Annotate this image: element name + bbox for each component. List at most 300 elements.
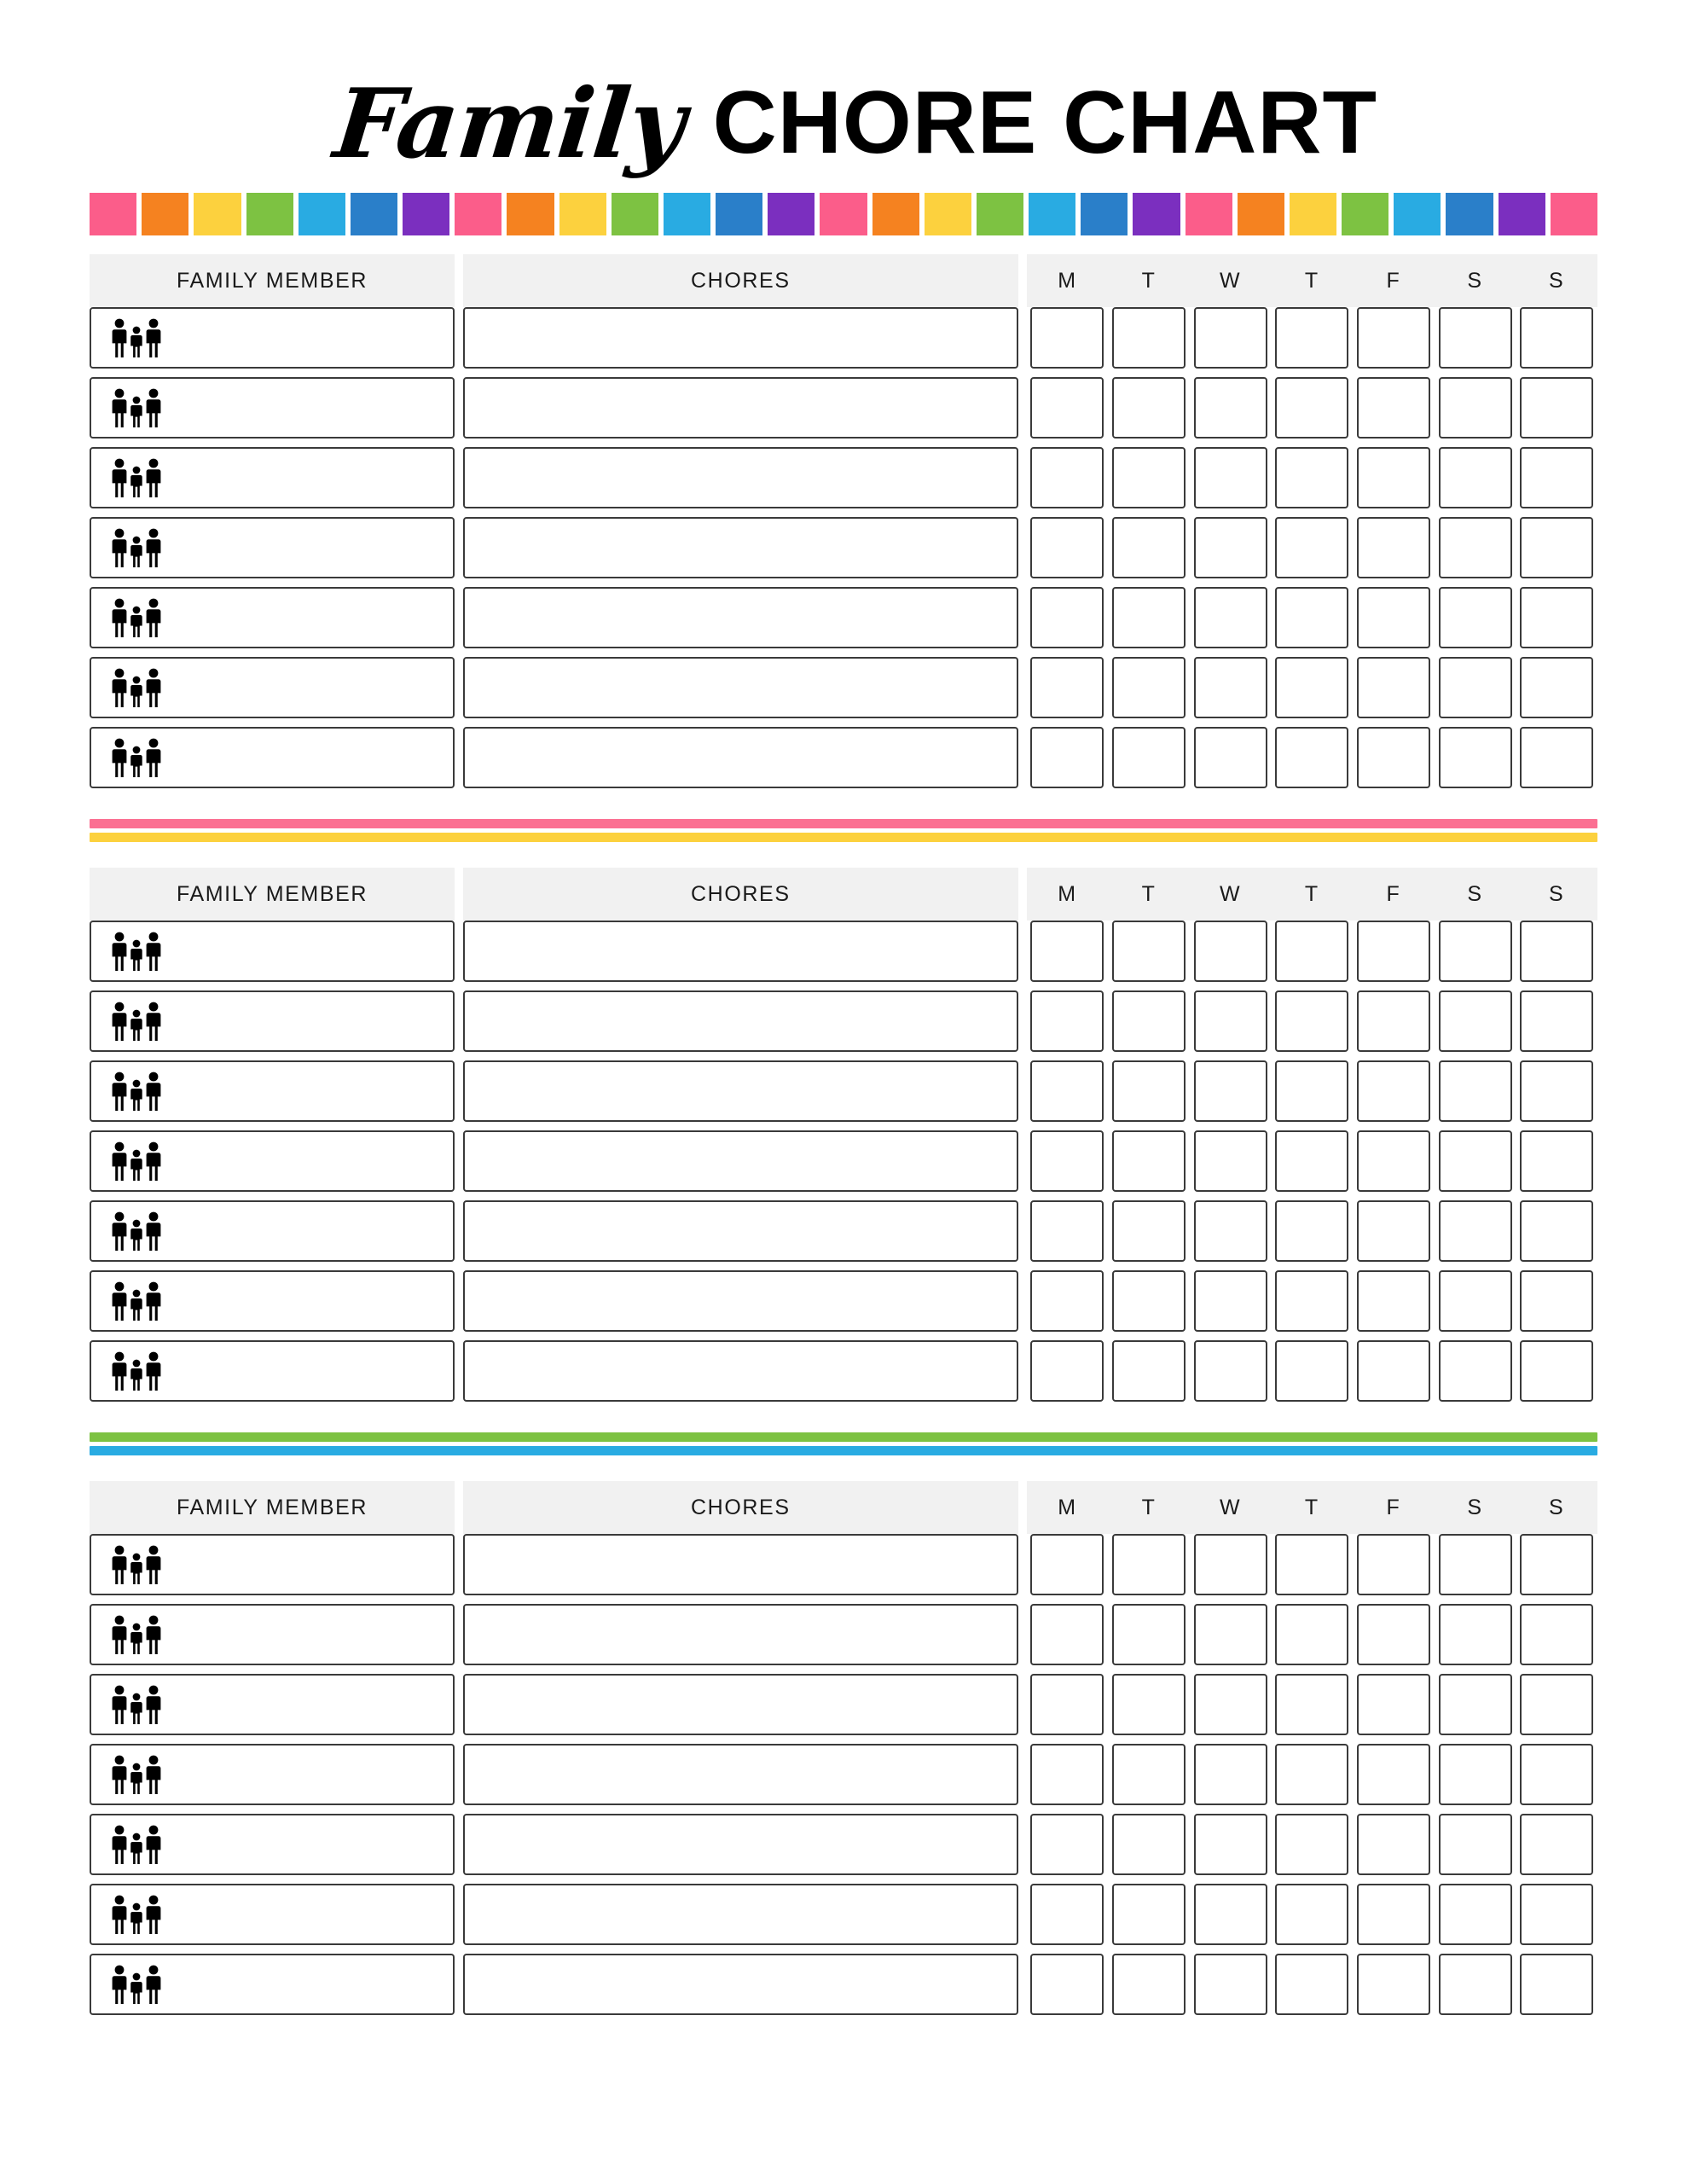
day-checkbox[interactable] bbox=[1357, 1814, 1430, 1875]
day-checkbox-cell[interactable] bbox=[1190, 1340, 1272, 1410]
day-checkbox[interactable] bbox=[1275, 1884, 1348, 1945]
day-checkbox-cell[interactable] bbox=[1108, 1340, 1190, 1410]
day-checkbox-cell[interactable] bbox=[1353, 657, 1435, 727]
chore-cell[interactable] bbox=[463, 1814, 1018, 1884]
day-checkbox[interactable] bbox=[1112, 990, 1186, 1052]
day-checkbox-cell[interactable] bbox=[1108, 377, 1190, 447]
day-checkbox[interactable] bbox=[1112, 1954, 1186, 2015]
day-checkbox-cell[interactable] bbox=[1108, 1130, 1190, 1200]
family-member-cell[interactable] bbox=[90, 1200, 455, 1270]
day-checkbox-cell[interactable] bbox=[1271, 1744, 1353, 1814]
day-checkbox-cell[interactable] bbox=[1190, 517, 1272, 587]
day-checkbox-cell[interactable] bbox=[1516, 921, 1597, 990]
day-checkbox-cell[interactable] bbox=[1516, 1604, 1597, 1674]
day-checkbox-cell[interactable] bbox=[1353, 1674, 1435, 1744]
day-checkbox[interactable] bbox=[1439, 657, 1512, 718]
day-checkbox-cell[interactable] bbox=[1027, 1954, 1109, 2024]
chore-cell[interactable] bbox=[463, 1674, 1018, 1744]
day-checkbox-cell[interactable] bbox=[1190, 657, 1272, 727]
day-checkbox-cell[interactable] bbox=[1435, 307, 1516, 377]
chore-cell[interactable] bbox=[463, 657, 1018, 727]
family-member-cell[interactable] bbox=[90, 307, 455, 377]
day-checkbox-cell[interactable] bbox=[1516, 1200, 1597, 1270]
day-checkbox-cell[interactable] bbox=[1108, 1744, 1190, 1814]
day-checkbox[interactable] bbox=[1357, 307, 1430, 369]
day-checkbox[interactable] bbox=[1439, 1200, 1512, 1262]
day-checkbox-cell[interactable] bbox=[1435, 657, 1516, 727]
day-checkbox-cell[interactable] bbox=[1516, 517, 1597, 587]
day-checkbox[interactable] bbox=[1357, 1744, 1430, 1805]
day-checkbox-cell[interactable] bbox=[1027, 587, 1109, 657]
day-checkbox-cell[interactable] bbox=[1435, 727, 1516, 797]
day-checkbox[interactable] bbox=[1439, 517, 1512, 578]
chore-cell[interactable] bbox=[463, 727, 1018, 797]
day-checkbox[interactable] bbox=[1275, 1744, 1348, 1805]
day-checkbox[interactable] bbox=[1030, 1674, 1104, 1735]
chore-cell[interactable] bbox=[463, 921, 1018, 990]
day-checkbox-cell[interactable] bbox=[1027, 517, 1109, 587]
day-checkbox[interactable] bbox=[1194, 1060, 1267, 1122]
day-checkbox-cell[interactable] bbox=[1435, 1744, 1516, 1814]
day-checkbox[interactable] bbox=[1030, 1130, 1104, 1192]
day-checkbox[interactable] bbox=[1030, 1060, 1104, 1122]
day-checkbox-cell[interactable] bbox=[1435, 1340, 1516, 1410]
day-checkbox-cell[interactable] bbox=[1435, 1130, 1516, 1200]
day-checkbox-cell[interactable] bbox=[1353, 1200, 1435, 1270]
day-checkbox-cell[interactable] bbox=[1353, 1534, 1435, 1604]
day-checkbox-cell[interactable] bbox=[1271, 1130, 1353, 1200]
day-checkbox[interactable] bbox=[1194, 447, 1267, 508]
day-checkbox-cell[interactable] bbox=[1108, 1060, 1190, 1130]
day-checkbox-cell[interactable] bbox=[1435, 377, 1516, 447]
day-checkbox[interactable] bbox=[1439, 921, 1512, 982]
day-checkbox[interactable] bbox=[1520, 1060, 1593, 1122]
day-checkbox-cell[interactable] bbox=[1027, 727, 1109, 797]
day-checkbox-cell[interactable] bbox=[1516, 1270, 1597, 1340]
day-checkbox[interactable] bbox=[1439, 1340, 1512, 1402]
day-checkbox-cell[interactable] bbox=[1108, 1604, 1190, 1674]
day-checkbox[interactable] bbox=[1357, 657, 1430, 718]
day-checkbox-cell[interactable] bbox=[1516, 447, 1597, 517]
day-checkbox[interactable] bbox=[1439, 447, 1512, 508]
day-checkbox[interactable] bbox=[1275, 517, 1348, 578]
family-member-cell[interactable] bbox=[90, 1674, 455, 1744]
day-checkbox-cell[interactable] bbox=[1516, 727, 1597, 797]
day-checkbox[interactable] bbox=[1194, 990, 1267, 1052]
day-checkbox[interactable] bbox=[1194, 1534, 1267, 1595]
day-checkbox-cell[interactable] bbox=[1027, 1884, 1109, 1954]
day-checkbox[interactable] bbox=[1194, 1674, 1267, 1735]
day-checkbox-cell[interactable] bbox=[1435, 990, 1516, 1060]
day-checkbox[interactable] bbox=[1357, 1340, 1430, 1402]
chore-cell[interactable] bbox=[463, 1744, 1018, 1814]
family-member-cell[interactable] bbox=[90, 517, 455, 587]
day-checkbox[interactable] bbox=[1520, 657, 1593, 718]
day-checkbox[interactable] bbox=[1357, 1954, 1430, 2015]
day-checkbox-cell[interactable] bbox=[1027, 1060, 1109, 1130]
day-checkbox[interactable] bbox=[1357, 1200, 1430, 1262]
day-checkbox-cell[interactable] bbox=[1108, 517, 1190, 587]
family-member-cell[interactable] bbox=[90, 1060, 455, 1130]
day-checkbox[interactable] bbox=[1030, 447, 1104, 508]
day-checkbox[interactable] bbox=[1112, 447, 1186, 508]
day-checkbox-cell[interactable] bbox=[1516, 377, 1597, 447]
family-member-cell[interactable] bbox=[90, 1130, 455, 1200]
chore-cell[interactable] bbox=[463, 1604, 1018, 1674]
day-checkbox[interactable] bbox=[1194, 1200, 1267, 1262]
day-checkbox[interactable] bbox=[1439, 1270, 1512, 1332]
day-checkbox[interactable] bbox=[1520, 447, 1593, 508]
day-checkbox-cell[interactable] bbox=[1271, 1534, 1353, 1604]
day-checkbox[interactable] bbox=[1275, 1060, 1348, 1122]
day-checkbox[interactable] bbox=[1030, 1954, 1104, 2015]
day-checkbox[interactable] bbox=[1112, 1270, 1186, 1332]
day-checkbox[interactable] bbox=[1194, 517, 1267, 578]
day-checkbox[interactable] bbox=[1194, 1270, 1267, 1332]
day-checkbox[interactable] bbox=[1520, 1604, 1593, 1665]
day-checkbox[interactable] bbox=[1357, 377, 1430, 439]
day-checkbox-cell[interactable] bbox=[1190, 1884, 1272, 1954]
day-checkbox[interactable] bbox=[1520, 1270, 1593, 1332]
day-checkbox-cell[interactable] bbox=[1435, 1604, 1516, 1674]
day-checkbox[interactable] bbox=[1275, 990, 1348, 1052]
day-checkbox-cell[interactable] bbox=[1108, 1674, 1190, 1744]
day-checkbox-cell[interactable] bbox=[1353, 1884, 1435, 1954]
day-checkbox[interactable] bbox=[1357, 587, 1430, 648]
day-checkbox-cell[interactable] bbox=[1353, 1270, 1435, 1340]
day-checkbox[interactable] bbox=[1275, 921, 1348, 982]
day-checkbox[interactable] bbox=[1030, 517, 1104, 578]
day-checkbox[interactable] bbox=[1194, 1884, 1267, 1945]
chore-cell[interactable] bbox=[463, 377, 1018, 447]
day-checkbox[interactable] bbox=[1357, 1534, 1430, 1595]
day-checkbox-cell[interactable] bbox=[1027, 990, 1109, 1060]
day-checkbox-cell[interactable] bbox=[1353, 1130, 1435, 1200]
day-checkbox-cell[interactable] bbox=[1435, 1884, 1516, 1954]
day-checkbox[interactable] bbox=[1439, 1060, 1512, 1122]
chore-cell[interactable] bbox=[463, 1200, 1018, 1270]
family-member-cell[interactable] bbox=[90, 1270, 455, 1340]
day-checkbox[interactable] bbox=[1357, 1060, 1430, 1122]
day-checkbox[interactable] bbox=[1275, 1270, 1348, 1332]
day-checkbox[interactable] bbox=[1112, 1534, 1186, 1595]
family-member-cell[interactable] bbox=[90, 990, 455, 1060]
day-checkbox[interactable] bbox=[1194, 377, 1267, 439]
day-checkbox-cell[interactable] bbox=[1516, 1060, 1597, 1130]
day-checkbox-cell[interactable] bbox=[1271, 377, 1353, 447]
day-checkbox-cell[interactable] bbox=[1516, 1674, 1597, 1744]
day-checkbox-cell[interactable] bbox=[1435, 1200, 1516, 1270]
day-checkbox-cell[interactable] bbox=[1353, 727, 1435, 797]
day-checkbox-cell[interactable] bbox=[1271, 447, 1353, 517]
day-checkbox[interactable] bbox=[1275, 377, 1348, 439]
day-checkbox-cell[interactable] bbox=[1108, 1884, 1190, 1954]
day-checkbox[interactable] bbox=[1520, 1534, 1593, 1595]
day-checkbox-cell[interactable] bbox=[1516, 1954, 1597, 2024]
day-checkbox[interactable] bbox=[1439, 377, 1512, 439]
day-checkbox-cell[interactable] bbox=[1435, 921, 1516, 990]
day-checkbox-cell[interactable] bbox=[1271, 990, 1353, 1060]
day-checkbox[interactable] bbox=[1357, 447, 1430, 508]
day-checkbox[interactable] bbox=[1194, 1814, 1267, 1875]
day-checkbox[interactable] bbox=[1520, 1340, 1593, 1402]
day-checkbox[interactable] bbox=[1030, 587, 1104, 648]
day-checkbox[interactable] bbox=[1520, 1884, 1593, 1945]
family-member-cell[interactable] bbox=[90, 1954, 455, 2024]
day-checkbox-cell[interactable] bbox=[1027, 1604, 1109, 1674]
day-checkbox-cell[interactable] bbox=[1271, 1200, 1353, 1270]
day-checkbox-cell[interactable] bbox=[1027, 447, 1109, 517]
day-checkbox[interactable] bbox=[1520, 727, 1593, 788]
day-checkbox[interactable] bbox=[1439, 1534, 1512, 1595]
day-checkbox-cell[interactable] bbox=[1435, 1060, 1516, 1130]
day-checkbox-cell[interactable] bbox=[1190, 447, 1272, 517]
day-checkbox[interactable] bbox=[1357, 1130, 1430, 1192]
chore-cell[interactable] bbox=[463, 1534, 1018, 1604]
day-checkbox[interactable] bbox=[1030, 1744, 1104, 1805]
day-checkbox-cell[interactable] bbox=[1190, 1534, 1272, 1604]
day-checkbox-cell[interactable] bbox=[1516, 1340, 1597, 1410]
day-checkbox-cell[interactable] bbox=[1108, 1534, 1190, 1604]
day-checkbox[interactable] bbox=[1520, 377, 1593, 439]
day-checkbox[interactable] bbox=[1275, 657, 1348, 718]
day-checkbox-cell[interactable] bbox=[1190, 727, 1272, 797]
family-member-cell[interactable] bbox=[90, 921, 455, 990]
day-checkbox-cell[interactable] bbox=[1516, 1534, 1597, 1604]
day-checkbox[interactable] bbox=[1357, 1884, 1430, 1945]
day-checkbox-cell[interactable] bbox=[1435, 1270, 1516, 1340]
day-checkbox[interactable] bbox=[1112, 587, 1186, 648]
day-checkbox[interactable] bbox=[1194, 307, 1267, 369]
day-checkbox-cell[interactable] bbox=[1190, 921, 1272, 990]
day-checkbox-cell[interactable] bbox=[1027, 1130, 1109, 1200]
day-checkbox-cell[interactable] bbox=[1027, 1270, 1109, 1340]
day-checkbox[interactable] bbox=[1112, 1340, 1186, 1402]
day-checkbox[interactable] bbox=[1112, 1884, 1186, 1945]
day-checkbox[interactable] bbox=[1357, 1270, 1430, 1332]
day-checkbox-cell[interactable] bbox=[1271, 727, 1353, 797]
day-checkbox-cell[interactable] bbox=[1027, 1200, 1109, 1270]
day-checkbox[interactable] bbox=[1439, 1814, 1512, 1875]
day-checkbox[interactable] bbox=[1275, 1200, 1348, 1262]
day-checkbox[interactable] bbox=[1194, 1744, 1267, 1805]
day-checkbox-cell[interactable] bbox=[1353, 1340, 1435, 1410]
day-checkbox[interactable] bbox=[1439, 1130, 1512, 1192]
day-checkbox[interactable] bbox=[1112, 1674, 1186, 1735]
day-checkbox[interactable] bbox=[1439, 1674, 1512, 1735]
day-checkbox[interactable] bbox=[1112, 1060, 1186, 1122]
day-checkbox[interactable] bbox=[1357, 921, 1430, 982]
day-checkbox[interactable] bbox=[1112, 727, 1186, 788]
day-checkbox-cell[interactable] bbox=[1435, 447, 1516, 517]
day-checkbox-cell[interactable] bbox=[1190, 1130, 1272, 1200]
day-checkbox[interactable] bbox=[1357, 1604, 1430, 1665]
day-checkbox-cell[interactable] bbox=[1108, 447, 1190, 517]
day-checkbox[interactable] bbox=[1030, 377, 1104, 439]
day-checkbox[interactable] bbox=[1439, 587, 1512, 648]
day-checkbox[interactable] bbox=[1520, 1674, 1593, 1735]
day-checkbox[interactable] bbox=[1030, 1604, 1104, 1665]
day-checkbox-cell[interactable] bbox=[1027, 307, 1109, 377]
day-checkbox-cell[interactable] bbox=[1353, 990, 1435, 1060]
day-checkbox[interactable] bbox=[1275, 1604, 1348, 1665]
day-checkbox[interactable] bbox=[1194, 1604, 1267, 1665]
day-checkbox-cell[interactable] bbox=[1190, 1954, 1272, 2024]
day-checkbox[interactable] bbox=[1357, 1674, 1430, 1735]
day-checkbox-cell[interactable] bbox=[1108, 921, 1190, 990]
day-checkbox-cell[interactable] bbox=[1108, 587, 1190, 657]
family-member-cell[interactable] bbox=[90, 657, 455, 727]
family-member-cell[interactable] bbox=[90, 377, 455, 447]
day-checkbox-cell[interactable] bbox=[1190, 1200, 1272, 1270]
day-checkbox-cell[interactable] bbox=[1353, 1954, 1435, 2024]
day-checkbox-cell[interactable] bbox=[1027, 1744, 1109, 1814]
day-checkbox-cell[interactable] bbox=[1271, 1060, 1353, 1130]
day-checkbox-cell[interactable] bbox=[1190, 1604, 1272, 1674]
day-checkbox[interactable] bbox=[1520, 1954, 1593, 2015]
day-checkbox-cell[interactable] bbox=[1190, 587, 1272, 657]
day-checkbox[interactable] bbox=[1520, 921, 1593, 982]
day-checkbox-cell[interactable] bbox=[1271, 921, 1353, 990]
chore-cell[interactable] bbox=[463, 1060, 1018, 1130]
day-checkbox[interactable] bbox=[1030, 921, 1104, 982]
day-checkbox-cell[interactable] bbox=[1027, 1674, 1109, 1744]
day-checkbox[interactable] bbox=[1030, 990, 1104, 1052]
day-checkbox[interactable] bbox=[1194, 1954, 1267, 2015]
day-checkbox[interactable] bbox=[1112, 1200, 1186, 1262]
family-member-cell[interactable] bbox=[90, 1534, 455, 1604]
day-checkbox[interactable] bbox=[1194, 921, 1267, 982]
day-checkbox-cell[interactable] bbox=[1271, 657, 1353, 727]
day-checkbox-cell[interactable] bbox=[1435, 1674, 1516, 1744]
day-checkbox-cell[interactable] bbox=[1435, 1534, 1516, 1604]
chore-cell[interactable] bbox=[463, 1270, 1018, 1340]
day-checkbox-cell[interactable] bbox=[1516, 657, 1597, 727]
day-checkbox[interactable] bbox=[1112, 1744, 1186, 1805]
day-checkbox[interactable] bbox=[1112, 517, 1186, 578]
day-checkbox-cell[interactable] bbox=[1516, 307, 1597, 377]
day-checkbox-cell[interactable] bbox=[1353, 921, 1435, 990]
chore-cell[interactable] bbox=[463, 307, 1018, 377]
day-checkbox[interactable] bbox=[1275, 1674, 1348, 1735]
day-checkbox-cell[interactable] bbox=[1353, 447, 1435, 517]
day-checkbox[interactable] bbox=[1520, 517, 1593, 578]
day-checkbox-cell[interactable] bbox=[1027, 377, 1109, 447]
day-checkbox-cell[interactable] bbox=[1353, 1744, 1435, 1814]
day-checkbox-cell[interactable] bbox=[1435, 1814, 1516, 1884]
day-checkbox-cell[interactable] bbox=[1516, 1130, 1597, 1200]
day-checkbox[interactable] bbox=[1112, 1814, 1186, 1875]
day-checkbox[interactable] bbox=[1439, 1954, 1512, 2015]
day-checkbox[interactable] bbox=[1030, 727, 1104, 788]
day-checkbox-cell[interactable] bbox=[1516, 990, 1597, 1060]
day-checkbox-cell[interactable] bbox=[1108, 1200, 1190, 1270]
day-checkbox[interactable] bbox=[1030, 1200, 1104, 1262]
day-checkbox-cell[interactable] bbox=[1190, 1270, 1272, 1340]
day-checkbox-cell[interactable] bbox=[1353, 1604, 1435, 1674]
day-checkbox-cell[interactable] bbox=[1027, 1534, 1109, 1604]
day-checkbox[interactable] bbox=[1275, 1534, 1348, 1595]
family-member-cell[interactable] bbox=[90, 1604, 455, 1674]
day-checkbox[interactable] bbox=[1030, 1270, 1104, 1332]
day-checkbox-cell[interactable] bbox=[1027, 657, 1109, 727]
family-member-cell[interactable] bbox=[90, 727, 455, 797]
day-checkbox-cell[interactable] bbox=[1435, 587, 1516, 657]
day-checkbox[interactable] bbox=[1194, 727, 1267, 788]
day-checkbox[interactable] bbox=[1275, 587, 1348, 648]
day-checkbox-cell[interactable] bbox=[1271, 307, 1353, 377]
day-checkbox-cell[interactable] bbox=[1190, 1744, 1272, 1814]
day-checkbox-cell[interactable] bbox=[1027, 921, 1109, 990]
day-checkbox-cell[interactable] bbox=[1353, 517, 1435, 587]
day-checkbox[interactable] bbox=[1112, 1130, 1186, 1192]
chore-cell[interactable] bbox=[463, 1954, 1018, 2024]
day-checkbox-cell[interactable] bbox=[1271, 1814, 1353, 1884]
chore-cell[interactable] bbox=[463, 1884, 1018, 1954]
day-checkbox[interactable] bbox=[1439, 1604, 1512, 1665]
day-checkbox-cell[interactable] bbox=[1271, 1674, 1353, 1744]
day-checkbox-cell[interactable] bbox=[1353, 587, 1435, 657]
day-checkbox-cell[interactable] bbox=[1271, 1604, 1353, 1674]
day-checkbox[interactable] bbox=[1112, 1604, 1186, 1665]
day-checkbox[interactable] bbox=[1520, 1744, 1593, 1805]
day-checkbox-cell[interactable] bbox=[1190, 377, 1272, 447]
day-checkbox[interactable] bbox=[1357, 727, 1430, 788]
day-checkbox[interactable] bbox=[1520, 1130, 1593, 1192]
day-checkbox-cell[interactable] bbox=[1353, 1060, 1435, 1130]
family-member-cell[interactable] bbox=[90, 447, 455, 517]
day-checkbox-cell[interactable] bbox=[1353, 1814, 1435, 1884]
chore-cell[interactable] bbox=[463, 1340, 1018, 1410]
day-checkbox[interactable] bbox=[1112, 657, 1186, 718]
day-checkbox-cell[interactable] bbox=[1271, 517, 1353, 587]
family-member-cell[interactable] bbox=[90, 1814, 455, 1884]
day-checkbox-cell[interactable] bbox=[1108, 1270, 1190, 1340]
day-checkbox[interactable] bbox=[1439, 1744, 1512, 1805]
day-checkbox-cell[interactable] bbox=[1108, 1954, 1190, 2024]
day-checkbox[interactable] bbox=[1194, 657, 1267, 718]
day-checkbox[interactable] bbox=[1112, 307, 1186, 369]
day-checkbox-cell[interactable] bbox=[1435, 517, 1516, 587]
day-checkbox[interactable] bbox=[1275, 1954, 1348, 2015]
day-checkbox-cell[interactable] bbox=[1271, 1954, 1353, 2024]
day-checkbox[interactable] bbox=[1030, 1814, 1104, 1875]
day-checkbox[interactable] bbox=[1439, 307, 1512, 369]
day-checkbox[interactable] bbox=[1275, 307, 1348, 369]
day-checkbox-cell[interactable] bbox=[1516, 587, 1597, 657]
day-checkbox[interactable] bbox=[1275, 1340, 1348, 1402]
chore-cell[interactable] bbox=[463, 447, 1018, 517]
day-checkbox[interactable] bbox=[1520, 990, 1593, 1052]
day-checkbox-cell[interactable] bbox=[1516, 1814, 1597, 1884]
day-checkbox[interactable] bbox=[1439, 727, 1512, 788]
day-checkbox-cell[interactable] bbox=[1516, 1884, 1597, 1954]
day-checkbox-cell[interactable] bbox=[1108, 990, 1190, 1060]
day-checkbox[interactable] bbox=[1439, 990, 1512, 1052]
day-checkbox-cell[interactable] bbox=[1353, 377, 1435, 447]
family-member-cell[interactable] bbox=[90, 1744, 455, 1814]
day-checkbox-cell[interactable] bbox=[1190, 1674, 1272, 1744]
day-checkbox-cell[interactable] bbox=[1353, 307, 1435, 377]
day-checkbox-cell[interactable] bbox=[1108, 307, 1190, 377]
day-checkbox[interactable] bbox=[1357, 517, 1430, 578]
day-checkbox[interactable] bbox=[1275, 1130, 1348, 1192]
day-checkbox[interactable] bbox=[1520, 1814, 1593, 1875]
day-checkbox-cell[interactable] bbox=[1190, 1060, 1272, 1130]
day-checkbox[interactable] bbox=[1030, 1340, 1104, 1402]
day-checkbox-cell[interactable] bbox=[1190, 990, 1272, 1060]
family-member-cell[interactable] bbox=[90, 1340, 455, 1410]
